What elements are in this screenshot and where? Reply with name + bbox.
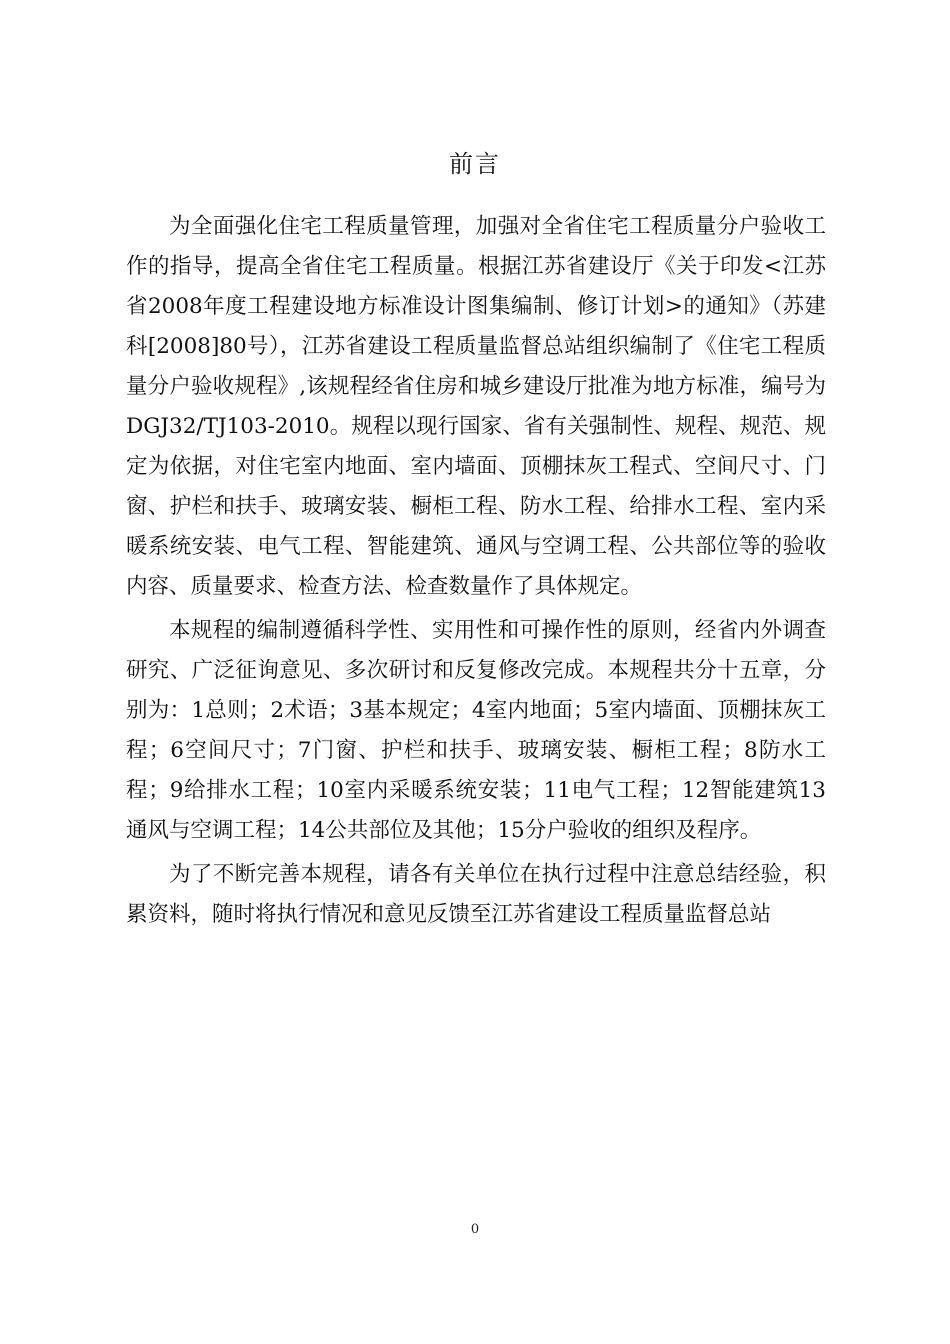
document-body bbox=[126, 207, 826, 939]
paragraph-intro: 为全面强化住宅工程质量管理，加强对全省住宅工程质量分户验收工作的指导，提高全省住宅工程质量。根据江苏省建设厅《关于印发<江苏省2008年度工程建设地方标准设计图集编制、修订计划>的通知》（苏建科[2008]80号），江苏省建设工程质量监督总站组织编制了《住宅工程质量分户验收规程》,该规程经省住房和城乡建设厅批准为地方标准，编号为DGJ32/TJ103-2010。规程以现行国家、省有关强制性、规程、规范、规定为依据，对住宅室内地面、室内墙面、顶棚抹灰工程式、空间尺寸、门窗、护栏和扶手、玻璃安装、橱柜工程、防水工程、给排水工程、室内采暖系统安装、电气工程、智能建筑、通风与空调工程、公共部位等的验收内容、质量要求、检查方法、检查数量作了具体规定。 bbox=[126, 214, 826, 599]
page-title: 前言 bbox=[449, 150, 501, 178]
paragraph-structure: 本规程的编制遵循科学性、实用性和可操作性的原则，经省内外调查研究、广泛征询意见、多次研讨和反复修改完成。本规程共分十五章，分别为：1总则；2术语；3基本规定；4室内地面；5室内墙面、顶棚抹灰工程；6空间尺寸；7门窗、护栏和扶手、玻璃安装、橱柜工程；8防水工程；9给排水工程；10室内采暖系统安装；11电气工程；12智能建筑13通风与空调工程；14公共部位及其他；15分户验收的组织及程序。 bbox=[126, 618, 826, 843]
page-number: 0 bbox=[470, 1222, 480, 1237]
paragraph-feedback: 为了不断完善本规程，请各有关单位在执行过程中注意总结经验，积累资料，随时将执行情况和意见反馈至江苏省建设工程质量监督总站 bbox=[126, 862, 826, 927]
